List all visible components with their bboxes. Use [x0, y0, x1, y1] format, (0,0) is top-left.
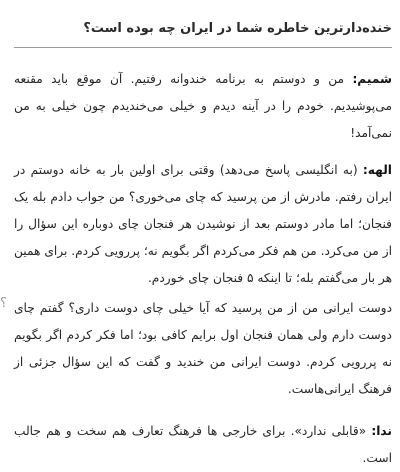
- paragraph-text: «قابلی ندارد». برای خارجی ها فرهنگ تعارف هم سخت و هم جالب است.: [14, 424, 392, 465]
- edge-question-mark: ؟: [0, 296, 7, 311]
- paragraph-elahe: [14, 157, 392, 292]
- title-divider: [14, 47, 392, 48]
- paragraph-shamim: [14, 66, 392, 147]
- paragraph-text: دوست ایرانی من از من پرسید که آیا خیلی چای دوست داری؟ گفتم چای دوست دارم ولی همان فنجان اول برایم کافی بود؛ اما فکر کردم اگر بگویم نه پررویی کردم. دوست ایرانی من خندید و گفت که این سؤال جزئی از فرهنگ ایرانی‌هاست.: [14, 301, 392, 396]
- speaker-name: الهه:: [362, 163, 392, 177]
- paragraph-elahe-continued: [14, 295, 392, 403]
- paragraph-text: (به انگلیسی پاسخ می‌دهد) وقتی برای اولین بار به خانه دوستم در ایران رفتم. مادرش از من پرسید که چای می‌خوری؟ من جواب دادم بله یک فنجان؛ اما مادر دوستم بعد از نوشیدن هر فنجان چای دوباره این سؤال را از من می‌کرد. من هم فکر می‌کردم اگر بگویم نه؛ پررویی کردم. برای همین هر بار می‌گفتم بله؛ تا اینکه ۵ فنجان چای خوردم.: [14, 163, 392, 285]
- article-title: خنده‌دارترین خاطره شما در ایران چه بوده است؟: [83, 21, 392, 36]
- paragraph-text: من و دوستم به برنامه خندوانه رفتیم. آن موقع باید مقنعه می‌پوشیدیم. خودم را در آینه دیدم و خیلی می‌خندیدم چون خیلی به من نمی‌آمد!: [14, 72, 392, 140]
- paragraph-neda: [14, 418, 392, 472]
- speaker-name: ندا:: [371, 424, 392, 438]
- speaker-name: شمیم:: [352, 72, 392, 86]
